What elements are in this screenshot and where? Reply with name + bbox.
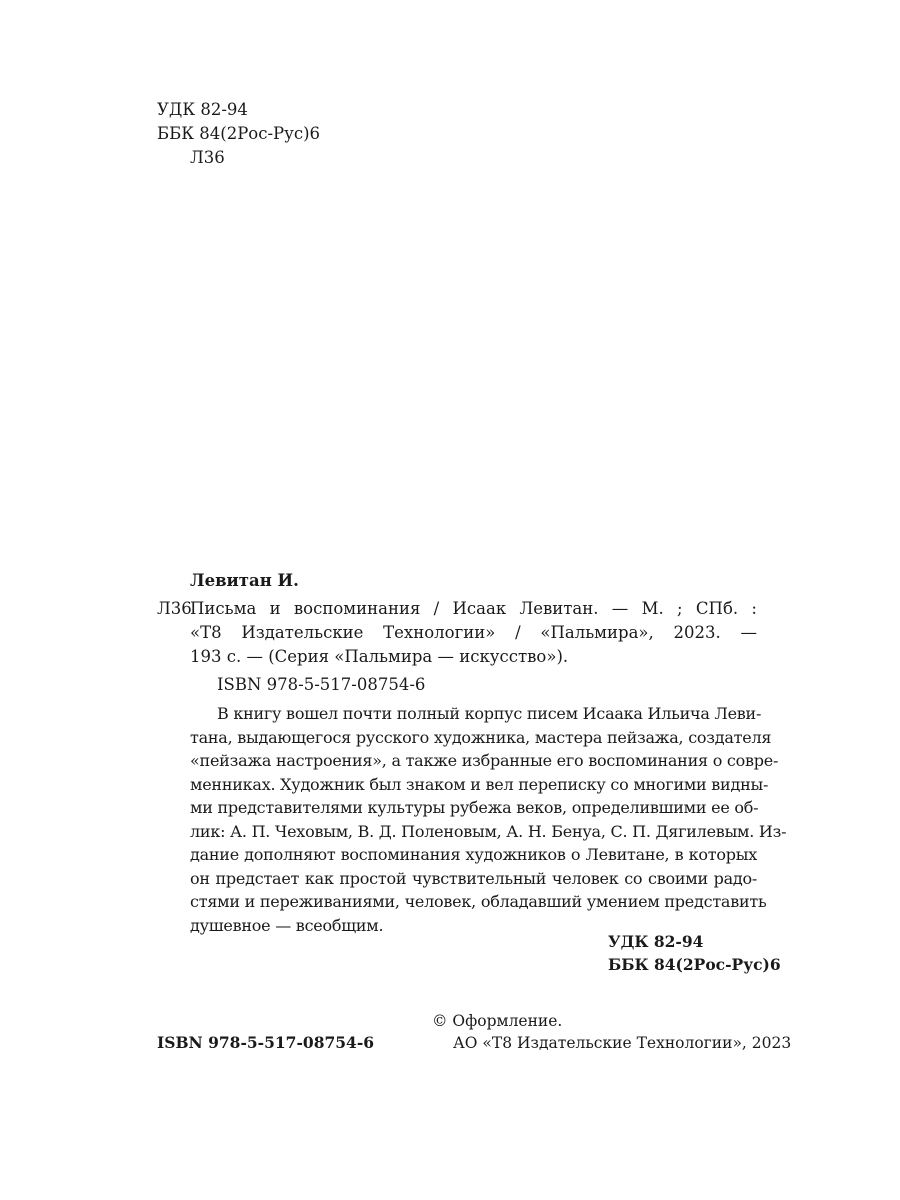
description-line: Письма и воспоминания / Исаак Левитан. — М. ; СПб. : <box>190 599 757 618</box>
udk-code-top: УДК 82-94 <box>157 100 248 119</box>
bbk-code: ББК 84(2Рос-Рус)6 <box>608 955 781 974</box>
annotation-line: ми представителями культуры рубежа веков, определившими ее об- <box>190 798 759 817</box>
description-line: «Т8 Издательские Технологии» / «Пальмира», 2023. — <box>190 623 757 642</box>
annotation-line: стями и переживаниями, человек, обладавший умением представить <box>190 892 767 911</box>
annotation-line: он предстает как простой чувствительный человек со своими радо- <box>190 868 757 888</box>
annotation-line: В книгу вошел почти полный корпус писем Исаака Ильича Леви- <box>217 704 762 723</box>
author-sign-top: Л36 <box>190 148 225 167</box>
annotation-line: лик: А. П. Чеховым, В. Д. Поленовым, А. Н. Бенуа, С. П. Дягилевым. Из- <box>190 821 787 841</box>
udk-code: УДК 82-94 <box>608 932 704 951</box>
description-line: 193 с. — (Серия «Пальмира — искусство»). <box>190 647 569 666</box>
annotation-line: дание дополняют воспоминания художников о Левитане, в которых <box>190 845 757 864</box>
copyright-line-1: © Оформление. <box>432 1012 563 1030</box>
annotation-line: менниках. Художник был знаком и вел переписку со многими видны- <box>190 774 769 794</box>
copyright-line-2: АО «Т8 Издательские Технологии», 2023 <box>453 1034 792 1052</box>
annotation-line: тана, выдающегося русского художника, мастера пейзажа, создателя <box>190 727 772 747</box>
bibliographic-description <box>190 597 757 669</box>
bbk-code-top: ББК 84(2Рос-Рус)6 <box>157 124 321 143</box>
annotation <box>190 702 787 937</box>
annotation-line: душевное — всеобщим. <box>190 915 384 935</box>
annotation-line: «пейзажа настроения», а также избранные его воспоминания о совре- <box>190 751 779 770</box>
isbn-record: ISBN 978-5-517-08754-6 <box>217 675 426 694</box>
isbn-footer: ISBN 978-5-517-08754-6 <box>157 1033 375 1052</box>
author-heading: Левитан И. <box>190 571 299 590</box>
author-sign: Л36 <box>157 599 192 618</box>
